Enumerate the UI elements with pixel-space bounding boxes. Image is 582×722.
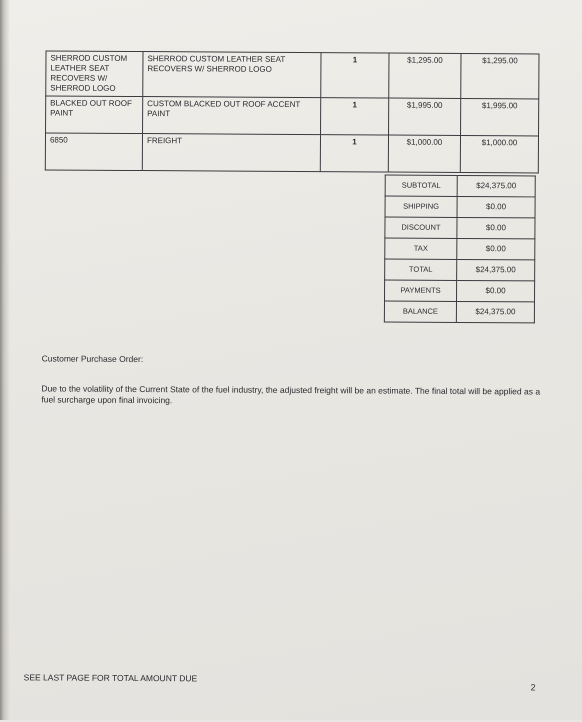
item-amount-cell: $1,000.00 bbox=[460, 135, 538, 172]
totals-value: $24,375.00 bbox=[457, 175, 535, 196]
item-qty-cell: 1 bbox=[321, 98, 389, 135]
table-row bbox=[385, 238, 535, 260]
table-row bbox=[385, 196, 535, 218]
totals-label: SHIPPING bbox=[385, 196, 457, 217]
item-code-cell: SHERROD CUSTOM LEATHER SEAT RECOVERS W/ SHERROD LOGO bbox=[46, 51, 143, 97]
line-items-table bbox=[45, 50, 540, 173]
table-row bbox=[385, 217, 535, 239]
item-unit-price-cell: $1,995.00 bbox=[389, 98, 461, 135]
item-description-cell: FREIGHT bbox=[142, 134, 320, 172]
item-amount-cell: $1,295.00 bbox=[461, 53, 539, 98]
totals-table bbox=[384, 175, 536, 324]
table-row bbox=[385, 175, 535, 197]
totals-value: $24,375.00 bbox=[457, 259, 535, 280]
footer-notice: SEE LAST PAGE FOR TOTAL AMOUNT DUE bbox=[23, 672, 198, 684]
item-code-cell: 6850 bbox=[45, 133, 142, 171]
totals-label: PAYMENTS bbox=[384, 280, 456, 301]
table-row bbox=[384, 301, 534, 323]
table-row bbox=[46, 96, 539, 136]
totals-value: $0.00 bbox=[456, 280, 534, 301]
item-unit-price-cell: $1,295.00 bbox=[389, 53, 461, 98]
totals-label: TAX bbox=[385, 238, 457, 259]
item-qty-cell: 1 bbox=[321, 53, 389, 98]
totals-value: $0.00 bbox=[457, 238, 535, 259]
totals-value: $24,375.00 bbox=[456, 301, 534, 322]
totals-value: $0.00 bbox=[457, 217, 535, 238]
item-qty-cell: 1 bbox=[320, 135, 388, 172]
item-code-cell: BLACKED OUT ROOF PAINT bbox=[46, 96, 143, 134]
page-number: 2 bbox=[530, 682, 536, 693]
item-description-cell: SHERROD CUSTOM LEATHER SEAT RECOVERS W/ SHERROD LOGO bbox=[143, 52, 321, 98]
totals-label: SUBTOTAL bbox=[385, 175, 457, 196]
table-row bbox=[45, 133, 538, 173]
table-row bbox=[385, 259, 535, 281]
purchase-order-label: Customer Purchase Order: bbox=[41, 353, 144, 365]
totals-label: TOTAL bbox=[385, 259, 457, 280]
totals-label: DISCOUNT bbox=[385, 217, 457, 238]
totals-value: $0.00 bbox=[457, 196, 535, 217]
item-unit-price-cell: $1,000.00 bbox=[388, 135, 460, 172]
table-row bbox=[384, 280, 534, 302]
item-description-cell: CUSTOM BLACKED OUT ROOF ACCENT PAINT bbox=[143, 97, 321, 135]
totals-label: BALANCE bbox=[384, 301, 456, 322]
table-row bbox=[46, 51, 539, 99]
fuel-surcharge-note: Due to the volatility of the Current State of the fuel industry, the adjusted freight will be an estimate. The final total will be applied as a fuel surcharge upon final invoicing. bbox=[41, 383, 541, 406]
item-amount-cell: $1,995.00 bbox=[461, 98, 539, 135]
